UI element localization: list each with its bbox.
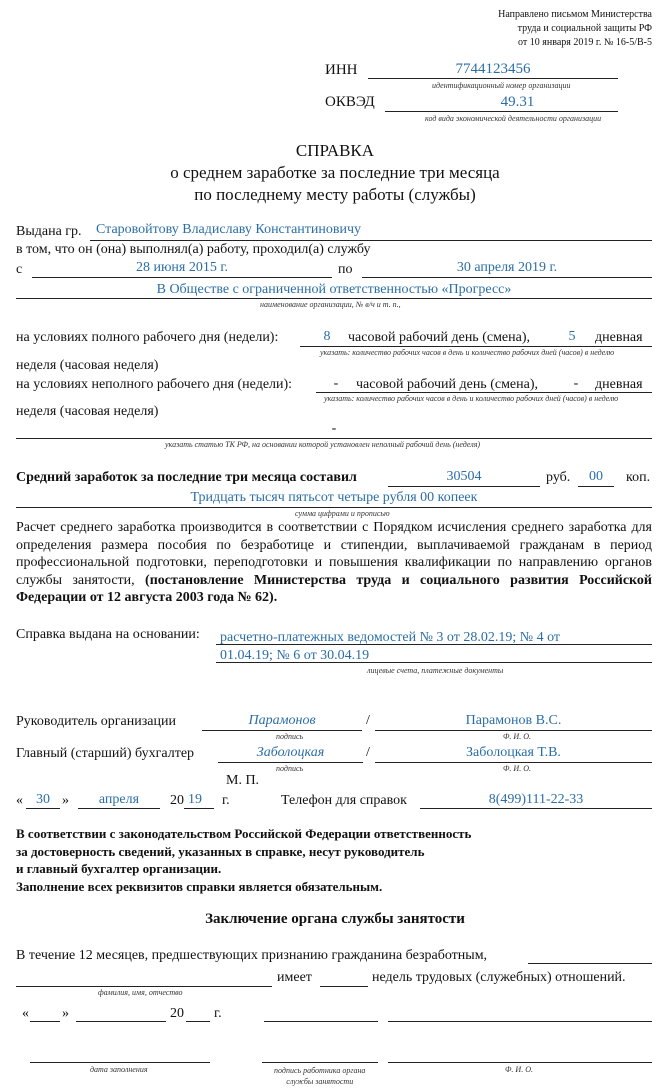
date-close-quote: » [62, 793, 69, 808]
part-time-hours-text: часовой рабочий день (смена), [356, 377, 539, 392]
inn-line [368, 78, 618, 79]
head-signature[interactable]: Парамонов [248, 713, 316, 728]
org-line [16, 298, 652, 299]
ministry-note-line1: Направлено письмом Министерства [498, 9, 652, 20]
conclusion-fio-line [16, 986, 272, 987]
org-hint: наименование организации, № в/ч и т. п., [260, 300, 401, 309]
head-name-hint: Ф. И. О. [503, 732, 531, 741]
conclusion-date-close: » [62, 1006, 69, 1021]
conclusion-date-hint: дата заполнения [90, 1065, 148, 1074]
full-time-label: на условиях полного рабочего дня (недели): [16, 330, 279, 345]
article-line [16, 438, 652, 439]
conclusion-year-label: г. [214, 1006, 222, 1021]
conclusion-fio-hint: фамилия, имя, отчество [98, 988, 183, 997]
salary-words-hint: сумма цифрами и прописью [295, 509, 390, 518]
conclusion-sign-hint-line1: подпись работника органа [274, 1066, 366, 1075]
accountant-name-hint: Ф. И. О. [503, 764, 531, 773]
okved-hint: код вида экономической деятельности организации [425, 114, 602, 123]
issued-text: в том, что он (она) выполнял(а) работу, проходил(а) службу [16, 242, 371, 257]
from-line [32, 277, 332, 278]
title-line2: о среднем заработке за последние три месяца [170, 163, 500, 182]
head-slash: / [366, 713, 370, 728]
part-time-days-text: дневная [595, 377, 643, 392]
conclusion-sign-hint-line2: службы занятости [286, 1077, 354, 1086]
part-time-label: на условиях неполного рабочего дня (недели): [16, 377, 293, 392]
full-time-line [300, 346, 652, 347]
from-value[interactable]: 28 июня 2015 г. [135, 260, 229, 275]
accountant-sign-hint: подпись [276, 764, 304, 773]
salary-kop-value[interactable]: 00 [589, 469, 603, 484]
responsibility-line1: В соответствии с законодательством Российской Федерации ответственность [16, 826, 472, 841]
accountant-slash: / [366, 745, 370, 760]
inn-value[interactable]: 7744123456 [455, 61, 531, 77]
phone-line [420, 808, 652, 809]
salary-label: Средний заработок за последние три месяца составил [16, 470, 357, 485]
head-label: Руководитель организации [16, 714, 176, 729]
inn-label: ИНН [325, 62, 358, 78]
conclusion-line1-blank [528, 963, 652, 964]
conclusion-sign-hint [274, 1065, 365, 1087]
head-name-line [375, 730, 652, 731]
calc-paragraph-text: Расчет среднего заработка производится в соответствии с Порядком исчисления среднего заработка для определения размера пособия по безработице и стипендии, выплачиваемой гражданам в период профессиональной подготовки, переподготовки и повышения квалификации по направлению органов службы занятости, [16, 520, 652, 588]
article-hint: указать статью ТК РФ, на основании которой установлен неполный рабочий день (неделя) [165, 440, 481, 449]
basis-label: Справка выдана на основании: [16, 627, 200, 642]
salary-kop-label: коп. [626, 470, 651, 485]
part-time-days[interactable]: - [573, 376, 579, 391]
okved-label: ОКВЭД [325, 94, 375, 110]
title-main: СПРАВКА [295, 141, 375, 160]
basis-hint: лицевые счета, платежные документы [367, 666, 504, 675]
full-time-week-text: неделя (часовая неделя) [16, 358, 159, 373]
conclusion-sign-line-top [264, 1021, 378, 1022]
accountant-name[interactable]: Заболоцкая Т.В. [466, 745, 561, 760]
calc-paragraph-bold: (постановление Министерства труда и социального развития Российской Федерации от 12 августа 2003 года № 62). [16, 572, 652, 605]
full-time-days-text: дневная [595, 330, 643, 345]
date-open-quote: « [16, 793, 23, 808]
date-day-line [26, 808, 60, 809]
issued-name-line [90, 240, 652, 241]
date-year-label: г. [222, 793, 230, 808]
basis-line2-value[interactable]: 01.04.19; № 6 от 30.04.19 [220, 648, 370, 663]
date-day[interactable]: 30 [36, 792, 50, 807]
conclusion-date-fill-line [30, 1062, 210, 1063]
article-value[interactable]: - [331, 421, 337, 436]
ministry-note [498, 8, 652, 50]
conclusion-month-line [76, 1021, 166, 1022]
date-month-line [78, 808, 160, 809]
part-time-week-text: неделя (часовая неделя) [16, 404, 159, 419]
responsibility-line2: за достоверность сведений, указанных в справке, несут руководитель [16, 843, 425, 859]
inn-hint: идентификационный номер организации [432, 81, 571, 90]
phone-label: Телефон для справок [281, 793, 407, 808]
date-year-line [184, 808, 214, 809]
to-line [362, 277, 652, 278]
okved-line [385, 111, 618, 112]
head-sign-line [202, 730, 362, 731]
responsibility-line3: и главный бухгалтер организации. [16, 861, 222, 876]
from-label: с [16, 262, 23, 277]
to-value[interactable]: 30 апреля 2019 г. [456, 260, 558, 275]
accountant-name-line [375, 762, 652, 763]
stamp-place: М. П. [226, 773, 260, 788]
conclusion-fio-hint-bottom: Ф. И. О. [505, 1065, 533, 1074]
issued-name[interactable]: Старовойтову Владиславу Константиновичу [96, 222, 362, 237]
responsibility-line4: Заполнение всех реквизитов справки является обязательным. [16, 878, 383, 894]
conclusion-weeks-text: недель трудовых (служебных) отношений. [372, 970, 626, 985]
conclusion-weeks-line [320, 986, 368, 987]
full-time-hours-text: часовой рабочий день (смена), [348, 330, 531, 345]
salary-rub-line [388, 486, 540, 487]
ministry-note-line3: от 10 января 2019 г. № 16-5/В-5 [518, 37, 652, 48]
phone-value[interactable]: 8(499)111-22-33 [488, 792, 584, 807]
salary-words-line [16, 507, 652, 508]
org-value[interactable]: В Обществе с ограниченной ответственностью «Прогресс» [156, 282, 512, 297]
salary-rub-value[interactable]: 30504 [446, 469, 482, 484]
conclusion-title: Заключение органа службы занятости [205, 911, 465, 927]
ministry-note-line2: труда и социальной защиты РФ [517, 23, 652, 34]
responsibility [16, 825, 471, 895]
full-time-days[interactable]: 5 [568, 329, 576, 344]
conclusion-year-line [186, 1021, 210, 1022]
to-label: по [338, 262, 353, 277]
basis-line1-value[interactable]: расчетно-платежных ведомостей № 3 от 28.02.19; № 4 от [220, 630, 561, 645]
conclusion-fio-line-top [388, 1021, 652, 1022]
date-year-suffix[interactable]: 19 [188, 792, 202, 807]
accountant-label: Главный (старший) бухгалтер [16, 746, 195, 761]
issued-label: Выдана гр. [16, 224, 82, 239]
head-name[interactable]: Парамонов В.С. [465, 713, 562, 728]
conclusion-worker-fio-line [388, 1062, 652, 1063]
date-month[interactable]: апреля [98, 792, 140, 807]
conclusion-line1: В течение 12 месяцев, предшествующих признанию гражданина безработным, [16, 948, 488, 963]
conclusion-date-open: « [22, 1006, 29, 1021]
conclusion-day-line [30, 1021, 60, 1022]
conclusion-year: 20 [170, 1006, 184, 1021]
full-time-hours[interactable]: 8 [323, 329, 331, 344]
conclusion-has-text: имеет [277, 970, 312, 985]
salary-words[interactable]: Тридцать тысяч пятьсот четыре рубля 00 копеек [190, 490, 478, 505]
salary-kop-line [578, 486, 614, 487]
part-time-hint: указать: количество рабочих часов в день и количество рабочих дней (часов) в неделю [324, 394, 619, 403]
title-line3: по последнему месту работы (службы) [194, 185, 476, 204]
salary-rub-label: руб. [546, 470, 571, 485]
calc-paragraph [16, 519, 652, 607]
full-time-hint: указать: количество рабочих часов в день и количество рабочих дней (часов) в неделю [320, 348, 615, 357]
page-title [0, 140, 670, 206]
part-time-hours[interactable]: - [333, 376, 339, 391]
accountant-signature[interactable]: Заболоцкая [256, 745, 325, 760]
accountant-sign-line [218, 762, 363, 763]
date-year-prefix: 20 [170, 793, 184, 808]
okved-value[interactable]: 49.31 [500, 94, 535, 110]
conclusion-worker-sign-line [262, 1062, 378, 1063]
head-sign-hint: подпись [276, 732, 304, 741]
